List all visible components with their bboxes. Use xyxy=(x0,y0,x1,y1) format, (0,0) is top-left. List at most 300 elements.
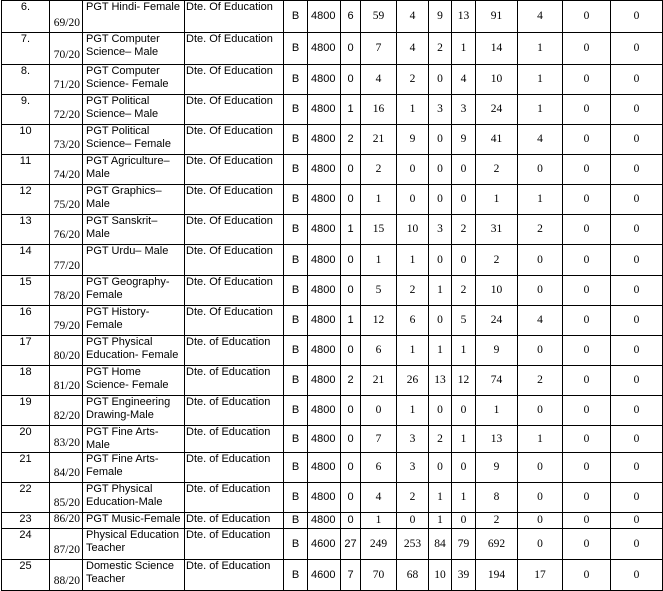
group-cell: B xyxy=(284,215,308,245)
count-cell: 16 xyxy=(361,95,397,125)
count-cell: 0 xyxy=(611,483,663,513)
group-cell: B xyxy=(284,426,308,453)
count-cell: 0 xyxy=(611,513,663,529)
group-cell: B xyxy=(284,336,308,366)
count-cell: 10 xyxy=(429,560,452,591)
count-cell: 6 xyxy=(341,1,361,33)
count-cell: 0 xyxy=(563,245,611,276)
department-cell: Dte. Of Education xyxy=(185,306,284,336)
post-name-cell: PGT Political Science– Male xyxy=(83,95,185,125)
post-name-cell: PGT Fine Arts- Female xyxy=(83,453,185,483)
count-cell: 1 xyxy=(518,65,563,95)
table-row xyxy=(2,245,663,276)
department-cell: Dte. Of Education xyxy=(185,33,284,65)
total-cell: 9 xyxy=(476,336,518,366)
serial-number-cell: 12 xyxy=(2,185,50,215)
count-cell: 0 xyxy=(563,276,611,306)
post-name-cell: PGT Political Science– Female xyxy=(83,125,185,155)
count-cell: 21 xyxy=(361,366,397,396)
grade-pay-cell: 4800 xyxy=(308,125,341,155)
count-cell: 0 xyxy=(563,336,611,366)
count-cell: 0 xyxy=(341,245,361,276)
total-cell: 24 xyxy=(476,95,518,125)
count-cell: 1 xyxy=(429,513,452,529)
count-cell: 9 xyxy=(397,125,429,155)
count-cell: 0 xyxy=(429,185,452,215)
group-cell: B xyxy=(284,276,308,306)
count-cell: 9 xyxy=(429,1,452,33)
count-cell: 0 xyxy=(397,185,429,215)
grade-pay-cell: 4800 xyxy=(308,185,341,215)
count-cell: 7 xyxy=(361,426,397,453)
count-cell: 13 xyxy=(452,1,476,33)
grade-pay-cell: 4800 xyxy=(308,453,341,483)
count-cell: 4 xyxy=(518,1,563,33)
count-cell: 0 xyxy=(429,65,452,95)
count-cell: 79 xyxy=(452,529,476,560)
count-cell: 6 xyxy=(361,453,397,483)
count-cell: 1 xyxy=(452,33,476,65)
count-cell: 0 xyxy=(518,513,563,529)
count-cell: 0 xyxy=(518,453,563,483)
department-cell: Dte. of Education xyxy=(185,560,284,591)
count-cell: 4 xyxy=(397,33,429,65)
group-cell: B xyxy=(284,245,308,276)
grade-pay-cell: 4800 xyxy=(308,336,341,366)
grade-pay-cell: 4800 xyxy=(308,215,341,245)
count-cell: 5 xyxy=(361,276,397,306)
count-cell: 84 xyxy=(429,529,452,560)
total-cell: 14 xyxy=(476,33,518,65)
count-cell: 4 xyxy=(518,125,563,155)
post-code-cell: 87/20 xyxy=(50,529,83,560)
count-cell: 59 xyxy=(361,1,397,33)
department-cell: Dte. Of Education xyxy=(185,185,284,215)
table-row xyxy=(2,306,663,336)
serial-number-cell: 20 xyxy=(2,426,50,453)
count-cell: 1 xyxy=(341,306,361,336)
table-row xyxy=(2,276,663,306)
post-code-cell: 76/20 xyxy=(50,215,83,245)
count-cell: 0 xyxy=(452,155,476,185)
post-name-cell: PGT Physical Education-Male xyxy=(83,483,185,513)
grade-pay-cell: 4600 xyxy=(308,529,341,560)
count-cell: 4 xyxy=(361,65,397,95)
count-cell: 0 xyxy=(611,529,663,560)
serial-number-cell: 11 xyxy=(2,155,50,185)
total-cell: 24 xyxy=(476,306,518,336)
count-cell: 0 xyxy=(563,306,611,336)
post-name-cell: Physical Education Teacher xyxy=(83,529,185,560)
total-cell: 31 xyxy=(476,215,518,245)
grade-pay-cell: 4800 xyxy=(308,513,341,529)
group-cell: B xyxy=(284,453,308,483)
count-cell: 1 xyxy=(518,185,563,215)
count-cell: 0 xyxy=(563,65,611,95)
total-cell: 10 xyxy=(476,65,518,95)
table-row xyxy=(2,65,663,95)
count-cell: 0 xyxy=(563,155,611,185)
grade-pay-cell: 4800 xyxy=(308,396,341,426)
count-cell: 3 xyxy=(429,95,452,125)
count-cell: 0 xyxy=(611,426,663,453)
post-code-cell: 82/20 xyxy=(50,396,83,426)
count-cell: 0 xyxy=(563,125,611,155)
count-cell: 13 xyxy=(429,366,452,396)
count-cell: 0 xyxy=(341,33,361,65)
count-cell: 0 xyxy=(518,529,563,560)
post-name-cell: PGT History- Female xyxy=(83,306,185,336)
serial-number-cell: 14 xyxy=(2,245,50,276)
count-cell: 0 xyxy=(341,155,361,185)
count-cell: 2 xyxy=(429,426,452,453)
serial-number-cell: 7. xyxy=(2,33,50,65)
group-cell: B xyxy=(284,1,308,33)
count-cell: 0 xyxy=(611,185,663,215)
count-cell: 0 xyxy=(341,396,361,426)
count-cell: 26 xyxy=(397,366,429,396)
grade-pay-cell: 4800 xyxy=(308,306,341,336)
count-cell: 0 xyxy=(341,483,361,513)
department-cell: Dte. of Education xyxy=(185,453,284,483)
post-name-cell: PGT Graphics– Male xyxy=(83,185,185,215)
table-row xyxy=(2,185,663,215)
post-name-cell: PGT Engineering Drawing-Male xyxy=(83,396,185,426)
count-cell: 1 xyxy=(452,426,476,453)
count-cell: 0 xyxy=(563,1,611,33)
count-cell: 0 xyxy=(563,513,611,529)
post-name-cell: PGT Geography- Female xyxy=(83,276,185,306)
count-cell: 0 xyxy=(518,396,563,426)
count-cell: 0 xyxy=(452,245,476,276)
department-cell: Dte. Of Education xyxy=(185,95,284,125)
count-cell: 0 xyxy=(611,245,663,276)
grade-pay-cell: 4800 xyxy=(308,245,341,276)
vacancy-table xyxy=(1,0,663,591)
count-cell: 1 xyxy=(341,215,361,245)
count-cell: 6 xyxy=(397,306,429,336)
total-cell: 10 xyxy=(476,276,518,306)
post-name-cell: Domestic Science Teacher xyxy=(83,560,185,591)
grade-pay-cell: 4800 xyxy=(308,276,341,306)
group-cell: B xyxy=(284,125,308,155)
count-cell: 0 xyxy=(563,396,611,426)
count-cell: 0 xyxy=(361,396,397,426)
count-cell: 0 xyxy=(611,366,663,396)
grade-pay-cell: 4800 xyxy=(308,155,341,185)
total-cell: 9 xyxy=(476,453,518,483)
count-cell: 0 xyxy=(518,483,563,513)
table-row xyxy=(2,529,663,560)
count-cell: 0 xyxy=(563,426,611,453)
count-cell: 7 xyxy=(341,560,361,591)
total-cell: 13 xyxy=(476,426,518,453)
post-code-cell: 71/20 xyxy=(50,65,83,95)
count-cell: 3 xyxy=(397,426,429,453)
table-row xyxy=(2,95,663,125)
count-cell: 0 xyxy=(611,65,663,95)
serial-number-cell: 17 xyxy=(2,336,50,366)
count-cell: 1 xyxy=(429,336,452,366)
count-cell: 0 xyxy=(563,366,611,396)
count-cell: 0 xyxy=(563,33,611,65)
post-name-cell: PGT Sanskrit– Male xyxy=(83,215,185,245)
count-cell: 0 xyxy=(429,245,452,276)
count-cell: 1 xyxy=(429,276,452,306)
grade-pay-cell: 4800 xyxy=(308,65,341,95)
group-cell: B xyxy=(284,396,308,426)
count-cell: 0 xyxy=(611,306,663,336)
group-cell: B xyxy=(284,560,308,591)
count-cell: 2 xyxy=(452,276,476,306)
count-cell: 10 xyxy=(397,215,429,245)
count-cell: 0 xyxy=(611,155,663,185)
count-cell: 0 xyxy=(611,95,663,125)
count-cell: 0 xyxy=(611,33,663,65)
group-cell: B xyxy=(284,513,308,529)
grade-pay-cell: 4600 xyxy=(308,560,341,591)
count-cell: 68 xyxy=(397,560,429,591)
count-cell: 0 xyxy=(452,185,476,215)
group-cell: B xyxy=(284,33,308,65)
table-row xyxy=(2,336,663,366)
total-cell: 2 xyxy=(476,513,518,529)
count-cell: 1 xyxy=(397,396,429,426)
department-cell: Dte. of Education xyxy=(185,366,284,396)
count-cell: 1 xyxy=(452,483,476,513)
count-cell: 21 xyxy=(361,125,397,155)
department-cell: Dte. Of Education xyxy=(185,65,284,95)
post-name-cell: PGT Hindi- Female xyxy=(83,1,185,33)
post-code-cell: 73/20 xyxy=(50,125,83,155)
count-cell: 0 xyxy=(518,245,563,276)
count-cell: 0 xyxy=(397,513,429,529)
serial-number-cell: 13 xyxy=(2,215,50,245)
total-cell: 1 xyxy=(476,396,518,426)
post-code-cell: 74/20 xyxy=(50,155,83,185)
count-cell: 0 xyxy=(563,529,611,560)
grade-pay-cell: 4800 xyxy=(308,426,341,453)
count-cell: 1 xyxy=(341,95,361,125)
count-cell: 0 xyxy=(563,560,611,591)
count-cell: 249 xyxy=(361,529,397,560)
count-cell: 0 xyxy=(563,95,611,125)
count-cell: 1 xyxy=(397,95,429,125)
serial-number-cell: 6. xyxy=(2,1,50,33)
total-cell: 41 xyxy=(476,125,518,155)
post-code-cell: 72/20 xyxy=(50,95,83,125)
post-code-cell: 86/20 xyxy=(50,513,83,529)
post-name-cell: PGT Fine Arts-Male xyxy=(83,426,185,453)
grade-pay-cell: 4800 xyxy=(308,366,341,396)
count-cell: 0 xyxy=(341,513,361,529)
post-name-cell: PGT Urdu– Male xyxy=(83,245,185,276)
grade-pay-cell: 4800 xyxy=(308,483,341,513)
table-row xyxy=(2,1,663,33)
count-cell: 0 xyxy=(611,215,663,245)
department-cell: Dte. Of Education xyxy=(185,215,284,245)
count-cell: 0 xyxy=(341,65,361,95)
table-row xyxy=(2,155,663,185)
grade-pay-cell: 4800 xyxy=(308,33,341,65)
post-code-cell: 80/20 xyxy=(50,336,83,366)
count-cell: 0 xyxy=(563,185,611,215)
total-cell: 2 xyxy=(476,155,518,185)
table-row xyxy=(2,33,663,65)
department-cell: Dte. Of Education xyxy=(185,245,284,276)
serial-number-cell: 19 xyxy=(2,396,50,426)
count-cell: 12 xyxy=(361,306,397,336)
group-cell: B xyxy=(284,65,308,95)
count-cell: 0 xyxy=(341,185,361,215)
post-code-cell: 69/20 xyxy=(50,1,83,33)
count-cell: 15 xyxy=(361,215,397,245)
department-cell: Dte. of Education xyxy=(185,483,284,513)
count-cell: 0 xyxy=(611,560,663,591)
serial-number-cell: 15 xyxy=(2,276,50,306)
count-cell: 1 xyxy=(361,185,397,215)
count-cell: 0 xyxy=(452,396,476,426)
post-name-cell: PGT Home Science- Female xyxy=(83,366,185,396)
count-cell: 2 xyxy=(397,276,429,306)
count-cell: 9 xyxy=(452,125,476,155)
post-code-cell: 78/20 xyxy=(50,276,83,306)
count-cell: 2 xyxy=(397,483,429,513)
table-row xyxy=(2,426,663,453)
count-cell: 70 xyxy=(361,560,397,591)
department-cell: Dte. of Education xyxy=(185,529,284,560)
count-cell: 4 xyxy=(397,1,429,33)
serial-number-cell: 22 xyxy=(2,483,50,513)
count-cell: 4 xyxy=(518,306,563,336)
count-cell: 3 xyxy=(452,95,476,125)
group-cell: B xyxy=(284,95,308,125)
count-cell: 12 xyxy=(452,366,476,396)
serial-number-cell: 18 xyxy=(2,366,50,396)
table-row xyxy=(2,483,663,513)
count-cell: 0 xyxy=(563,453,611,483)
count-cell: 1 xyxy=(518,33,563,65)
count-cell: 0 xyxy=(341,453,361,483)
count-cell: 0 xyxy=(452,453,476,483)
count-cell: 2 xyxy=(341,125,361,155)
department-cell: Dte. of Education xyxy=(185,396,284,426)
total-cell: 1 xyxy=(476,185,518,215)
count-cell: 1 xyxy=(429,483,452,513)
count-cell: 2 xyxy=(397,65,429,95)
count-cell: 0 xyxy=(429,155,452,185)
group-cell: B xyxy=(284,366,308,396)
table-row xyxy=(2,513,663,529)
count-cell: 4 xyxy=(452,65,476,95)
count-cell: 1 xyxy=(518,95,563,125)
count-cell: 0 xyxy=(452,513,476,529)
group-cell: B xyxy=(284,483,308,513)
serial-number-cell: 10 xyxy=(2,125,50,155)
count-cell: 0 xyxy=(429,396,452,426)
group-cell: B xyxy=(284,155,308,185)
table-row xyxy=(2,125,663,155)
table-body xyxy=(2,1,663,591)
count-cell: 0 xyxy=(563,215,611,245)
post-name-cell: PGT Computer Science- Female xyxy=(83,65,185,95)
count-cell: 3 xyxy=(429,215,452,245)
count-cell: 0 xyxy=(518,155,563,185)
serial-number-cell: 9. xyxy=(2,95,50,125)
count-cell: 0 xyxy=(397,155,429,185)
count-cell: 1 xyxy=(361,513,397,529)
post-code-cell: 88/20 xyxy=(50,560,83,591)
count-cell: 6 xyxy=(361,336,397,366)
post-name-cell: PGT Agriculture– Male xyxy=(83,155,185,185)
count-cell: 0 xyxy=(341,336,361,366)
department-cell: Dte. Of Education xyxy=(185,276,284,306)
count-cell: 2 xyxy=(518,215,563,245)
count-cell: 0 xyxy=(563,483,611,513)
count-cell: 253 xyxy=(397,529,429,560)
count-cell: 27 xyxy=(341,529,361,560)
post-code-cell: 83/20 xyxy=(50,426,83,453)
count-cell: 3 xyxy=(397,453,429,483)
count-cell: 17 xyxy=(518,560,563,591)
table-row xyxy=(2,560,663,591)
grade-pay-cell: 4800 xyxy=(308,95,341,125)
count-cell: 0 xyxy=(611,396,663,426)
post-code-cell: 79/20 xyxy=(50,306,83,336)
count-cell: 2 xyxy=(452,215,476,245)
serial-number-cell: 16 xyxy=(2,306,50,336)
serial-number-cell: 21 xyxy=(2,453,50,483)
count-cell: 0 xyxy=(611,453,663,483)
count-cell: 0 xyxy=(429,453,452,483)
table-row xyxy=(2,215,663,245)
group-cell: B xyxy=(284,185,308,215)
count-cell: 0 xyxy=(611,1,663,33)
post-name-cell: PGT Music-Female xyxy=(83,513,185,529)
department-cell: Dte. Of Education xyxy=(185,155,284,185)
table-row xyxy=(2,453,663,483)
total-cell: 2 xyxy=(476,245,518,276)
post-name-cell: PGT Physical Education- Female xyxy=(83,336,185,366)
serial-number-cell: 24 xyxy=(2,529,50,560)
table-row xyxy=(2,396,663,426)
count-cell: 2 xyxy=(429,33,452,65)
post-name-cell: PGT Computer Science– Male xyxy=(83,33,185,65)
count-cell: 0 xyxy=(518,276,563,306)
count-cell: 0 xyxy=(341,426,361,453)
count-cell: 0 xyxy=(611,336,663,366)
group-cell: B xyxy=(284,306,308,336)
group-cell: B xyxy=(284,529,308,560)
department-cell: Dte. of Education xyxy=(185,513,284,529)
post-code-cell: 77/20 xyxy=(50,245,83,276)
count-cell: 0 xyxy=(341,276,361,306)
count-cell: 2 xyxy=(341,366,361,396)
count-cell: 1 xyxy=(452,336,476,366)
post-code-cell: 84/20 xyxy=(50,453,83,483)
count-cell: 2 xyxy=(361,155,397,185)
post-code-cell: 75/20 xyxy=(50,185,83,215)
post-code-cell: 81/20 xyxy=(50,366,83,396)
department-cell: Dte. Of Education xyxy=(185,125,284,155)
count-cell: 1 xyxy=(361,245,397,276)
table-row xyxy=(2,366,663,396)
total-cell: 74 xyxy=(476,366,518,396)
total-cell: 692 xyxy=(476,529,518,560)
department-cell: Dte. of Education xyxy=(185,336,284,366)
count-cell: 39 xyxy=(452,560,476,591)
count-cell: 5 xyxy=(452,306,476,336)
